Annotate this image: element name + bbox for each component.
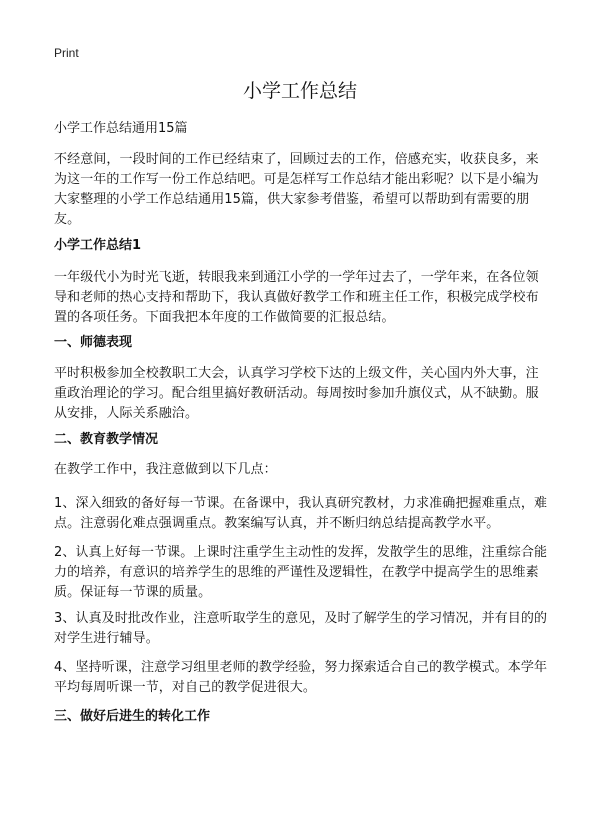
document-subtitle: 小学工作总结通用15篇 <box>54 121 188 136</box>
teaching-intro-paragraph: 在教学工作中，我注意做到以下几点： <box>54 462 277 477</box>
heading-teaching: 二、教育教学情况 <box>54 432 159 447</box>
ethics-paragraph: 平时积极参加全校教职工大会，认真学习学校下达的上级文件，关心国内外大事，注重政治理论的学习。配合组里搞好教研活动。每周按时参加升旗仪式，从不缺勤。服从安排，人际关系融洽。 <box>54 366 539 421</box>
section-1-paragraph: 一年级代小为时光飞逝，转眼我来到通江小学的一学年过去了，一学年来，在各位领导和老师的热心支持和帮助下，我认真做好教学工作和班主任工作，积极完成学校布置的各项任务。下面我把本年度的工作做简要的汇报总结。 <box>54 270 539 325</box>
intro-paragraph: 不经意间，一段时间的工作已经结束了，回顾过去的工作，倍感充实，收获良多，来为这一年的工作写一份工作总结吧。可是怎样写工作总结才能出彩呢？以下是小编为大家整理的小学工作总结通用15篇，供大家参考借鉴，希望可以帮助到有需要的朋友。 <box>54 152 539 227</box>
page-title: 小学工作总结 <box>242 80 357 102</box>
section-heading-1: 小学工作总结1 <box>54 238 142 253</box>
teaching-item-1: 1、深入细致的备好每一节课。在备课中，我认真研究教材，力求准确把握难重点，难点。注意弱化难点强调重点。教案编写认真，并不断归纳总结提高教学水平。 <box>54 496 548 531</box>
teaching-item-3: 3、认真及时批改作业，注意听取学生的意见，及时了解学生的学习情况，并有目的的对学生进行辅导。 <box>54 611 548 646</box>
heading-ethics: 一、师德表现 <box>54 335 133 350</box>
teaching-item-4: 4、坚持听课，注意学习组里老师的教学经验，努力探索适合自己的教学模式。本学年平均每周听课一节，对自己的教学促进很大。 <box>54 660 548 695</box>
print-link[interactable]: Print <box>54 46 79 60</box>
heading-underachievers: 三、做好后进生的转化工作 <box>54 709 211 724</box>
teaching-item-2: 2、认真上好每一节课。上课时注重学生主动性的发挥，发散学生的思维，注重综合能力的培养，有意识的培养学生的思维的严谨性及逻辑性，在教学中提高学生的思维素质。保证每一节课的质量。 <box>54 545 548 600</box>
